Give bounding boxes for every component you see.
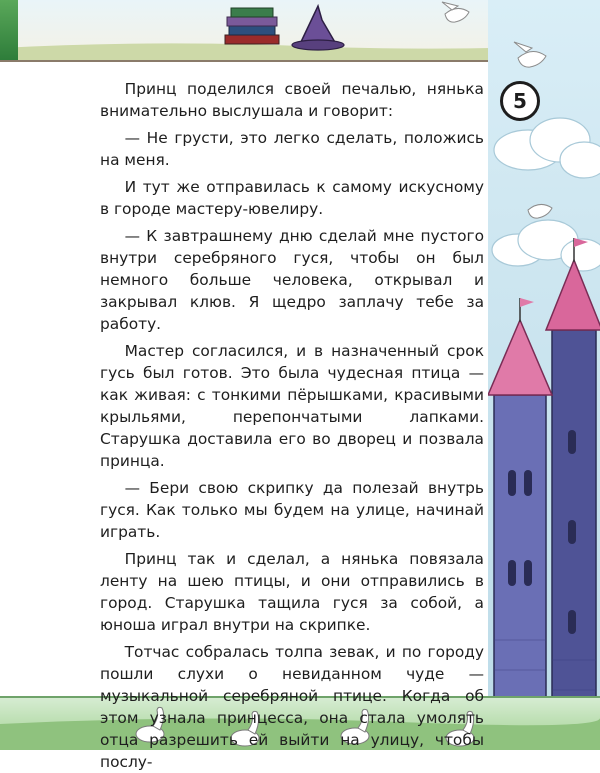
paragraph: — Не грусти, это легко сделать, положись на меня.	[100, 129, 484, 169]
paragraph: И тут же отправилась к самому искусному в городе мастеру-ювелиру.	[100, 178, 484, 218]
cloud-icon	[492, 118, 600, 271]
page-number: 5	[500, 81, 540, 121]
paragraph: Мастер согласился, и в назначенный срок гусь был готов. Это была чудесная птица — как живая: с тонкими пёрышками, красивыми крыльями, перепончатыми лапками. Старушка доставила его во дворец и позвала принца.	[100, 342, 484, 470]
paragraph: Тотчас собралась толпа зевак, и по городу пошли слухи о невиданном чуде — музыкальной серебряной птице. Когда об этом узнала принцесса, она стала умолять отца разрешить ей выйти на улицу, чтобы послу-	[100, 643, 484, 771]
paragraph: — Бери свою скрипку да полезай внутрь гуся. Как только мы будем на улице, начинай играть.	[100, 479, 484, 541]
story-text	[100, 78, 484, 773]
foliage-edge	[0, 0, 18, 60]
paragraph: Принц так и сделал, а нянька повязала ленту на шею птицы, и они отправились в город. Старушка тащила гуся за собой, а юноша играл внутри на скрипке.	[100, 550, 484, 634]
paragraph: Принц поделился своей печалью, нянька внимательно выслушала и говорит:	[100, 80, 484, 120]
dove-icon	[442, 2, 469, 22]
wizard-hat-icon	[292, 6, 344, 50]
books-icon	[225, 8, 279, 44]
paragraph: — К завтрашнему дню сделай мне пустого внутри серебряного гуся, чтобы он был немного больше человека, открывал и закрывал клюв. Я щедро заплачу тебе за работу.	[100, 227, 484, 333]
castle-icon	[488, 238, 600, 750]
